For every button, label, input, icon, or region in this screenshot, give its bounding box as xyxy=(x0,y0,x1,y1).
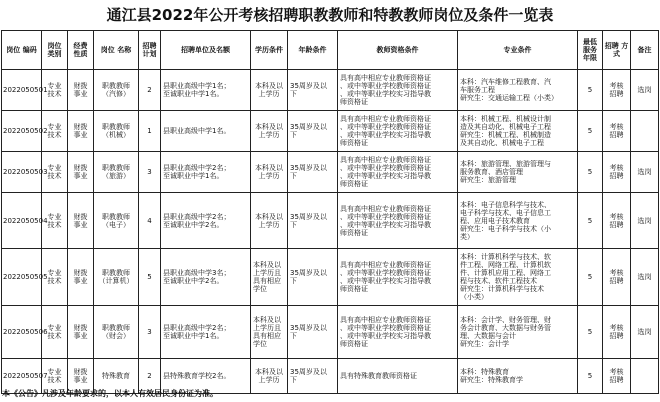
position-category: 专业 技术 xyxy=(42,359,68,394)
hiring-method: 考核 招聘 xyxy=(603,359,631,394)
education-requirement: 本科及以 上学历 xyxy=(251,359,288,394)
position-code: 2022050501 xyxy=(2,70,42,111)
header-cell: 经费 性质 xyxy=(68,31,94,70)
remarks: 选岗 xyxy=(631,70,659,111)
position-category: 专业 技术 xyxy=(42,193,68,249)
education-requirement: 本科及以 上学历且 具有相应 学位 xyxy=(251,306,288,359)
position-name: 职教教师 （汽修） xyxy=(94,70,139,111)
major-requirement: 本科：电子信息科学与技术、 电子科学与技术、电子信息工 程、应用电子技术教育 研究生：电子科学与技术（小 类） xyxy=(458,193,578,249)
position-name: 职教教师 （电子） xyxy=(94,193,139,249)
hiring-method: 考核 招聘 xyxy=(603,306,631,359)
position-category: 专业 技术 xyxy=(42,111,68,152)
age-requirement: 35周岁及以 下 xyxy=(288,359,338,394)
age-requirement: 35周岁及以 下 xyxy=(288,193,338,249)
age-requirement: 35周岁及以 下 xyxy=(288,249,338,306)
header-cell: 备注 xyxy=(631,31,659,70)
header-cell: 学历条件 xyxy=(251,31,288,70)
position-code: 2022050506 xyxy=(2,306,42,359)
position-code: 2022050504 xyxy=(2,193,42,249)
min-service-years: 5 xyxy=(578,111,603,152)
education-requirement: 本科及以 上学历 xyxy=(251,152,288,193)
header-cell: 最低 服务 年限 xyxy=(578,31,603,70)
teacher-certificate-requirement: 具有高中相应专业教师资格证 、或中等职业学校教师资格证 、或中等职业学校实习指导教 师资格证 xyxy=(338,249,458,306)
table-row xyxy=(2,249,659,306)
position-category: 专业 技术 xyxy=(42,70,68,111)
major-requirement: 本科：汽车维修工程教育、汽 车服务工程 研究生：交通运输工程（小类） xyxy=(458,70,578,111)
table-row xyxy=(2,193,659,249)
education-requirement: 本科及以 上学历 xyxy=(251,193,288,249)
teacher-certificate-requirement: 具有高中相应专业教师资格证 、或中等职业学校教师资格证 、或中等职业学校实习指导教 师资格证 xyxy=(338,193,458,249)
table-row xyxy=(2,306,659,359)
position-category: 专业 技术 xyxy=(42,249,68,306)
header-cell: 年龄条件 xyxy=(288,31,338,70)
hiring-method: 考核 招聘 xyxy=(603,249,631,306)
positions-table xyxy=(1,30,659,394)
education-requirement: 本科及以 上学历 xyxy=(251,70,288,111)
major-requirement: 本科：会计学、财务管理、财 务会计教育、大数据与财务管 理、大数据与会计 研究生：会计学 xyxy=(458,306,578,359)
hiring-quota: 5 xyxy=(139,249,161,306)
major-requirement: 本科：计算机科学与技术、软 件工程、网络工程、计算机软 件、计算机应用工程、网络工 程与技术、软件工程技术 研究生：计算机科学与技术 （小类） xyxy=(458,249,578,306)
remarks: 选岗 xyxy=(631,306,659,359)
min-service-years: 5 xyxy=(578,193,603,249)
header-cell: 招聘 计划 xyxy=(139,31,161,70)
funding-type: 财拨 事业 xyxy=(68,111,94,152)
hiring-method: 考核 招聘 xyxy=(603,70,631,111)
hiring-units: 县职业高级中学3名； 至诚职业中学2名。 xyxy=(161,249,251,306)
position-category: 专业 技术 xyxy=(42,306,68,359)
funding-type: 财拨 事业 xyxy=(68,152,94,193)
position-name: 职教教师 （计算机） xyxy=(94,249,139,306)
hiring-units: 县职业高级中学2名； 至诚职业中学1名。 xyxy=(161,306,251,359)
teacher-certificate-requirement: 具有高中相应专业教师资格证 、或中等职业学校教师资格证 、或中等职业学校实习指导教 师资格证 xyxy=(338,152,458,193)
major-requirement: 本科：旅游管理、旅游管理与 服务教育、酒店管理 研究生：旅游管理 xyxy=(458,152,578,193)
hiring-units: 县特殊教育学校2名。 xyxy=(161,359,251,394)
hiring-method: 考核 招聘 xyxy=(603,111,631,152)
header-cell: 岗位 类别 xyxy=(42,31,68,70)
hiring-quota: 3 xyxy=(139,306,161,359)
position-name: 职教教师 （旅游） xyxy=(94,152,139,193)
major-requirement: 本科：特殊教育 研究生：特殊教育学 xyxy=(458,359,578,394)
header-cell: 岗位 编码 xyxy=(2,31,42,70)
hiring-quota: 2 xyxy=(139,359,161,394)
table-row xyxy=(2,152,659,193)
teacher-certificate-requirement: 具有高中相应专业教师资格证 、或中等职业学校教师资格证 、或中等职业学校实习指导教 师资格证 xyxy=(338,70,458,111)
header-cell: 招聘 方式 xyxy=(603,31,631,70)
header-cell: 教师资格条件 xyxy=(338,31,458,70)
position-code: 2022050502 xyxy=(2,111,42,152)
header-row xyxy=(2,31,659,70)
min-service-years: 5 xyxy=(578,152,603,193)
position-name: 特殊教育 xyxy=(94,359,139,394)
education-requirement: 本科及以 上学历 xyxy=(251,111,288,152)
remarks: 选岗 xyxy=(631,193,659,249)
position-category: 专业 技术 xyxy=(42,152,68,193)
remarks xyxy=(631,359,659,394)
remarks xyxy=(631,111,659,152)
hiring-quota: 3 xyxy=(139,152,161,193)
funding-type: 财拨 事业 xyxy=(68,306,94,359)
age-requirement: 35周岁及以 下 xyxy=(288,70,338,111)
min-service-years: 5 xyxy=(578,249,603,306)
header-cell: 招聘单位及名额 xyxy=(161,31,251,70)
header-cell: 专业条件 xyxy=(458,31,578,70)
position-name: 职教教师 （机械） xyxy=(94,111,139,152)
hiring-method: 考核 招聘 xyxy=(603,152,631,193)
min-service-years: 5 xyxy=(578,306,603,359)
hiring-units: 县职业高级中学1名。 xyxy=(161,111,251,152)
funding-type: 财拨 事业 xyxy=(68,70,94,111)
position-code: 2022050505 xyxy=(2,249,42,306)
teacher-certificate-requirement: 具有高中相应专业教师资格证 、或中等职业学校教师资格证 、或中等职业学校实习指导教 师资格证 xyxy=(338,111,458,152)
page-title: 通江县2022年公开考核招聘职教教师和特教教师岗位及条件一览表 xyxy=(106,6,554,24)
header-cell: 岗位 名称 xyxy=(94,31,139,70)
table-row xyxy=(2,111,659,152)
age-requirement: 35周岁及以 下 xyxy=(288,152,338,193)
funding-type: 财拨 事业 xyxy=(68,249,94,306)
hiring-quota: 2 xyxy=(139,70,161,111)
remarks: 选岗 xyxy=(631,249,659,306)
funding-type: 财拨 事业 xyxy=(68,193,94,249)
table-row xyxy=(2,70,659,111)
min-service-years: 5 xyxy=(578,70,603,111)
hiring-quota: 4 xyxy=(139,193,161,249)
funding-type: 财拨 事业 xyxy=(68,359,94,394)
position-code: 2022050507 xyxy=(2,359,42,394)
hiring-method: 考核 招聘 xyxy=(603,193,631,249)
remarks: 选岗 xyxy=(631,152,659,193)
age-requirement: 35周岁及以 下 xyxy=(288,111,338,152)
min-service-years: 5 xyxy=(578,359,603,394)
age-requirement: 35周岁及以 下 xyxy=(288,306,338,359)
position-code: 2022050503 xyxy=(2,152,42,193)
major-requirement: 本科：机械工程、机械设计制 造及其自动化、机械电子工程 研究生：机械工程、机械制造 及其自动化、机械电子工程 xyxy=(458,111,578,152)
position-name: 职教教师 （财会） xyxy=(94,306,139,359)
hiring-units: 县职业高级中学1名； 至诚职业中学1名。 xyxy=(161,70,251,111)
teacher-certificate-requirement: 具有特殊教育教师资格证 xyxy=(338,359,458,394)
footnote: 本《公告》凡涉及年龄要求的，以本人有效居民身份证为准。 xyxy=(2,389,218,398)
hiring-quota: 1 xyxy=(139,111,161,152)
hiring-units: 县职业高级中学2名； 至诚职业中学2名。 xyxy=(161,193,251,249)
hiring-units: 县职业高级中学2名； 至诚职业中学1名。 xyxy=(161,152,251,193)
teacher-certificate-requirement: 具有高中相应专业教师资格证 、或中等职业学校教师资格证 、或中等职业学校实习指导教 师资格证 xyxy=(338,306,458,359)
education-requirement: 本科及以 上学历且 具有相应 学位 xyxy=(251,249,288,306)
